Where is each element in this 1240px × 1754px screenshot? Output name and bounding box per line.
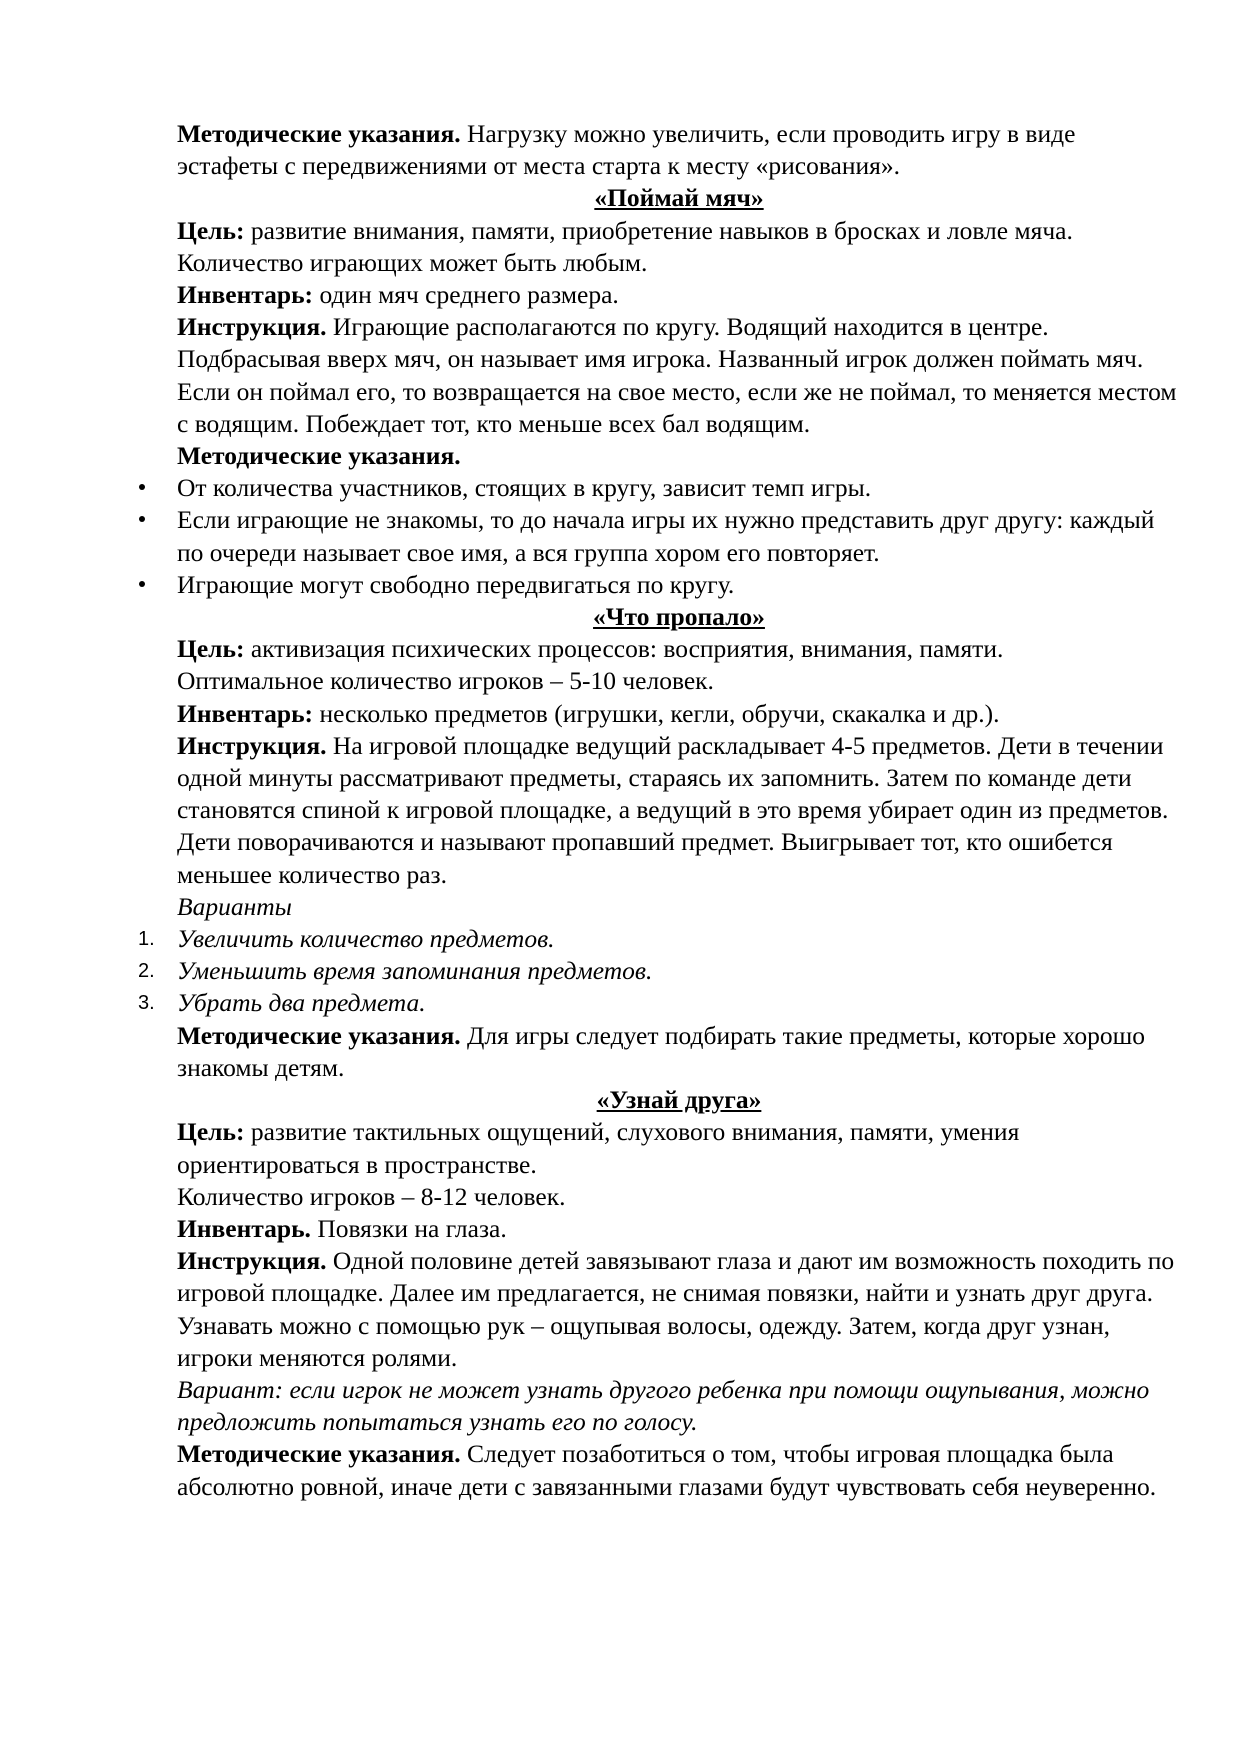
game2-method — [177, 1020, 1177, 1084]
game3-players: Количество игроков – 8-12 человек. — [177, 1181, 566, 1211]
game3-goal-label: Цель: — [177, 1117, 245, 1147]
game1-method-item-text: От количества участников, стоящих в кругу, зависит темп игры. — [177, 473, 872, 503]
game3-title: «Узнай друга» — [596, 1085, 762, 1115]
intro-method-text: Нагрузку можно увеличить, если проводить игру в виде эстафеты с передвижениями от места старта к месту «рисования». — [177, 119, 1076, 181]
game1-inventory — [177, 279, 1177, 311]
game2-players: Оптимальное количество игроков – 5-10 человек. — [177, 666, 714, 696]
game3-goal — [177, 1116, 1177, 1180]
game1-method-item — [177, 472, 1177, 504]
game3-instruction-text: Одной половине детей завязывают глаза и дают им возможность походить по игровой площадке. Далее им предлагается, не снимая повязки, найти и узнать друг друга. Узнавать можно с помощью рук – ощупывая волосы, одежду. Затем, когда друг узнан, игроки меняются ролями. — [177, 1246, 1175, 1372]
game3-inventory — [177, 1213, 1177, 1245]
game2-instruction — [177, 730, 1177, 891]
page-content — [138, 118, 1177, 1503]
game3-instruction — [177, 1245, 1177, 1374]
game2-variant-item — [138, 923, 1177, 955]
game1-inventory-text: один мяч среднего размера. — [313, 280, 619, 310]
game3-method-label: Методические указания. — [177, 1439, 461, 1469]
game2-inventory — [177, 698, 1177, 730]
game1-instruction-text: Играющие располагаются по кругу. Водящий находится в центре. Подбрасывая вверх мяч, он называет имя игрока. Названный игрок должен поймать мяч. Если он поймал его, то возвращается на свое место, если же не поймал, то меняется местом с водящим. Побеждает тот, кто меньше всех бал водящим. — [177, 312, 1177, 438]
game2-variant-item — [138, 955, 1177, 987]
list-number: 1. — [138, 928, 155, 951]
game1-goal-label: Цель: — [177, 215, 245, 245]
game3-method — [177, 1438, 1177, 1502]
game3-inventory-label: Инвентарь. — [177, 1213, 311, 1243]
game1-title: «Поймай мяч» — [594, 183, 764, 213]
game2-title: «Что пропало» — [593, 602, 765, 632]
game2-variant-text: Убрать два предмета. — [177, 988, 426, 1018]
game2-method-label: Методические указания. — [177, 1020, 461, 1050]
game3-inventory-text: Повязки на глаза. — [310, 1213, 507, 1243]
game2-goal — [177, 633, 1177, 665]
game2-variant-text: Уменьшить время запоминания предметов. — [177, 956, 653, 986]
game2-variant-text: Увеличить количество предметов. — [177, 924, 555, 954]
game2-instruction-text: На игровой площадке ведущий раскладывает 4-5 предметов. Дети в течении одной минуты рассматривают предметы, стараясь их запомнить. Затем по команде дети становятся спиной к игровой площадке, а ведущий в это время убирает один из предметов. Дети поворачиваются и называют пропавший предмет. Выигрывает тот, кто ошибется меньшее количество раз. — [177, 730, 1169, 889]
game3-variant: Вариант: если игрок не может узнать другого ребенка при помощи ощупывания, можно предложить попытаться узнать его по голосу. — [177, 1374, 1150, 1437]
game1-players: Количество играющих может быть любым. — [177, 247, 648, 277]
game3-goal-text: развитие тактильных ощущений, слухового внимания, памяти, умения ориентироваться в пространстве. — [177, 1117, 1020, 1179]
list-number: 3. — [138, 992, 155, 1015]
game2-inventory-text: несколько предметов (игрушки, кегли, обручи, скакалка и др.). — [313, 698, 1000, 728]
game3-instruction-label: Инструкция. — [177, 1246, 327, 1276]
game1-instruction-label: Инструкция. — [177, 312, 327, 342]
game2-instruction-label: Инструкция. — [177, 730, 327, 760]
intro-method-label: Методические указания. — [177, 119, 461, 148]
game2-inventory-label: Инвентарь: — [177, 698, 314, 728]
game2-variant-item — [138, 987, 1177, 1019]
game1-method-item-text: Играющие могут свободно передвигаться по кругу. — [177, 569, 735, 599]
game1-goal-text: развитие внимания, памяти, приобретение навыков в бросках и ловле мяча. — [244, 215, 1073, 245]
game1-goal — [177, 215, 1177, 247]
game2-method-text: Для игры следует подбирать такие предметы, которые хорошо знакомы детям. — [177, 1020, 1146, 1082]
game1-inventory-label: Инвентарь: — [177, 280, 314, 310]
game1-method-item — [177, 569, 1177, 601]
game1-method-item — [177, 504, 1177, 568]
game1-method-label: Методические указания. — [177, 441, 461, 471]
bullet-icon — [139, 581, 145, 587]
game2-goal-text: активизация психических процессов: восприятия, внимания, памяти. — [244, 634, 1004, 664]
game1-method-item-text: Если играющие не знакомы, то до начала игры их нужно представить друг другу: каждый по очереди называет свое имя, а вся группа хором его повторяет. — [177, 505, 1155, 567]
game1-instruction — [177, 311, 1177, 440]
bullet-icon — [139, 516, 145, 522]
game2-variants-label: Варианты — [177, 891, 292, 921]
list-number: 2. — [138, 960, 155, 983]
game2-goal-label: Цель: — [177, 634, 245, 664]
intro-method-paragraph — [177, 118, 1177, 182]
bullet-icon — [139, 484, 145, 490]
game3-method-text: Следует позаботиться о том, чтобы игровая площадка была абсолютно ровной, иначе дети с завязанными глазами будут чувствовать себя неуверенно. — [177, 1439, 1157, 1501]
